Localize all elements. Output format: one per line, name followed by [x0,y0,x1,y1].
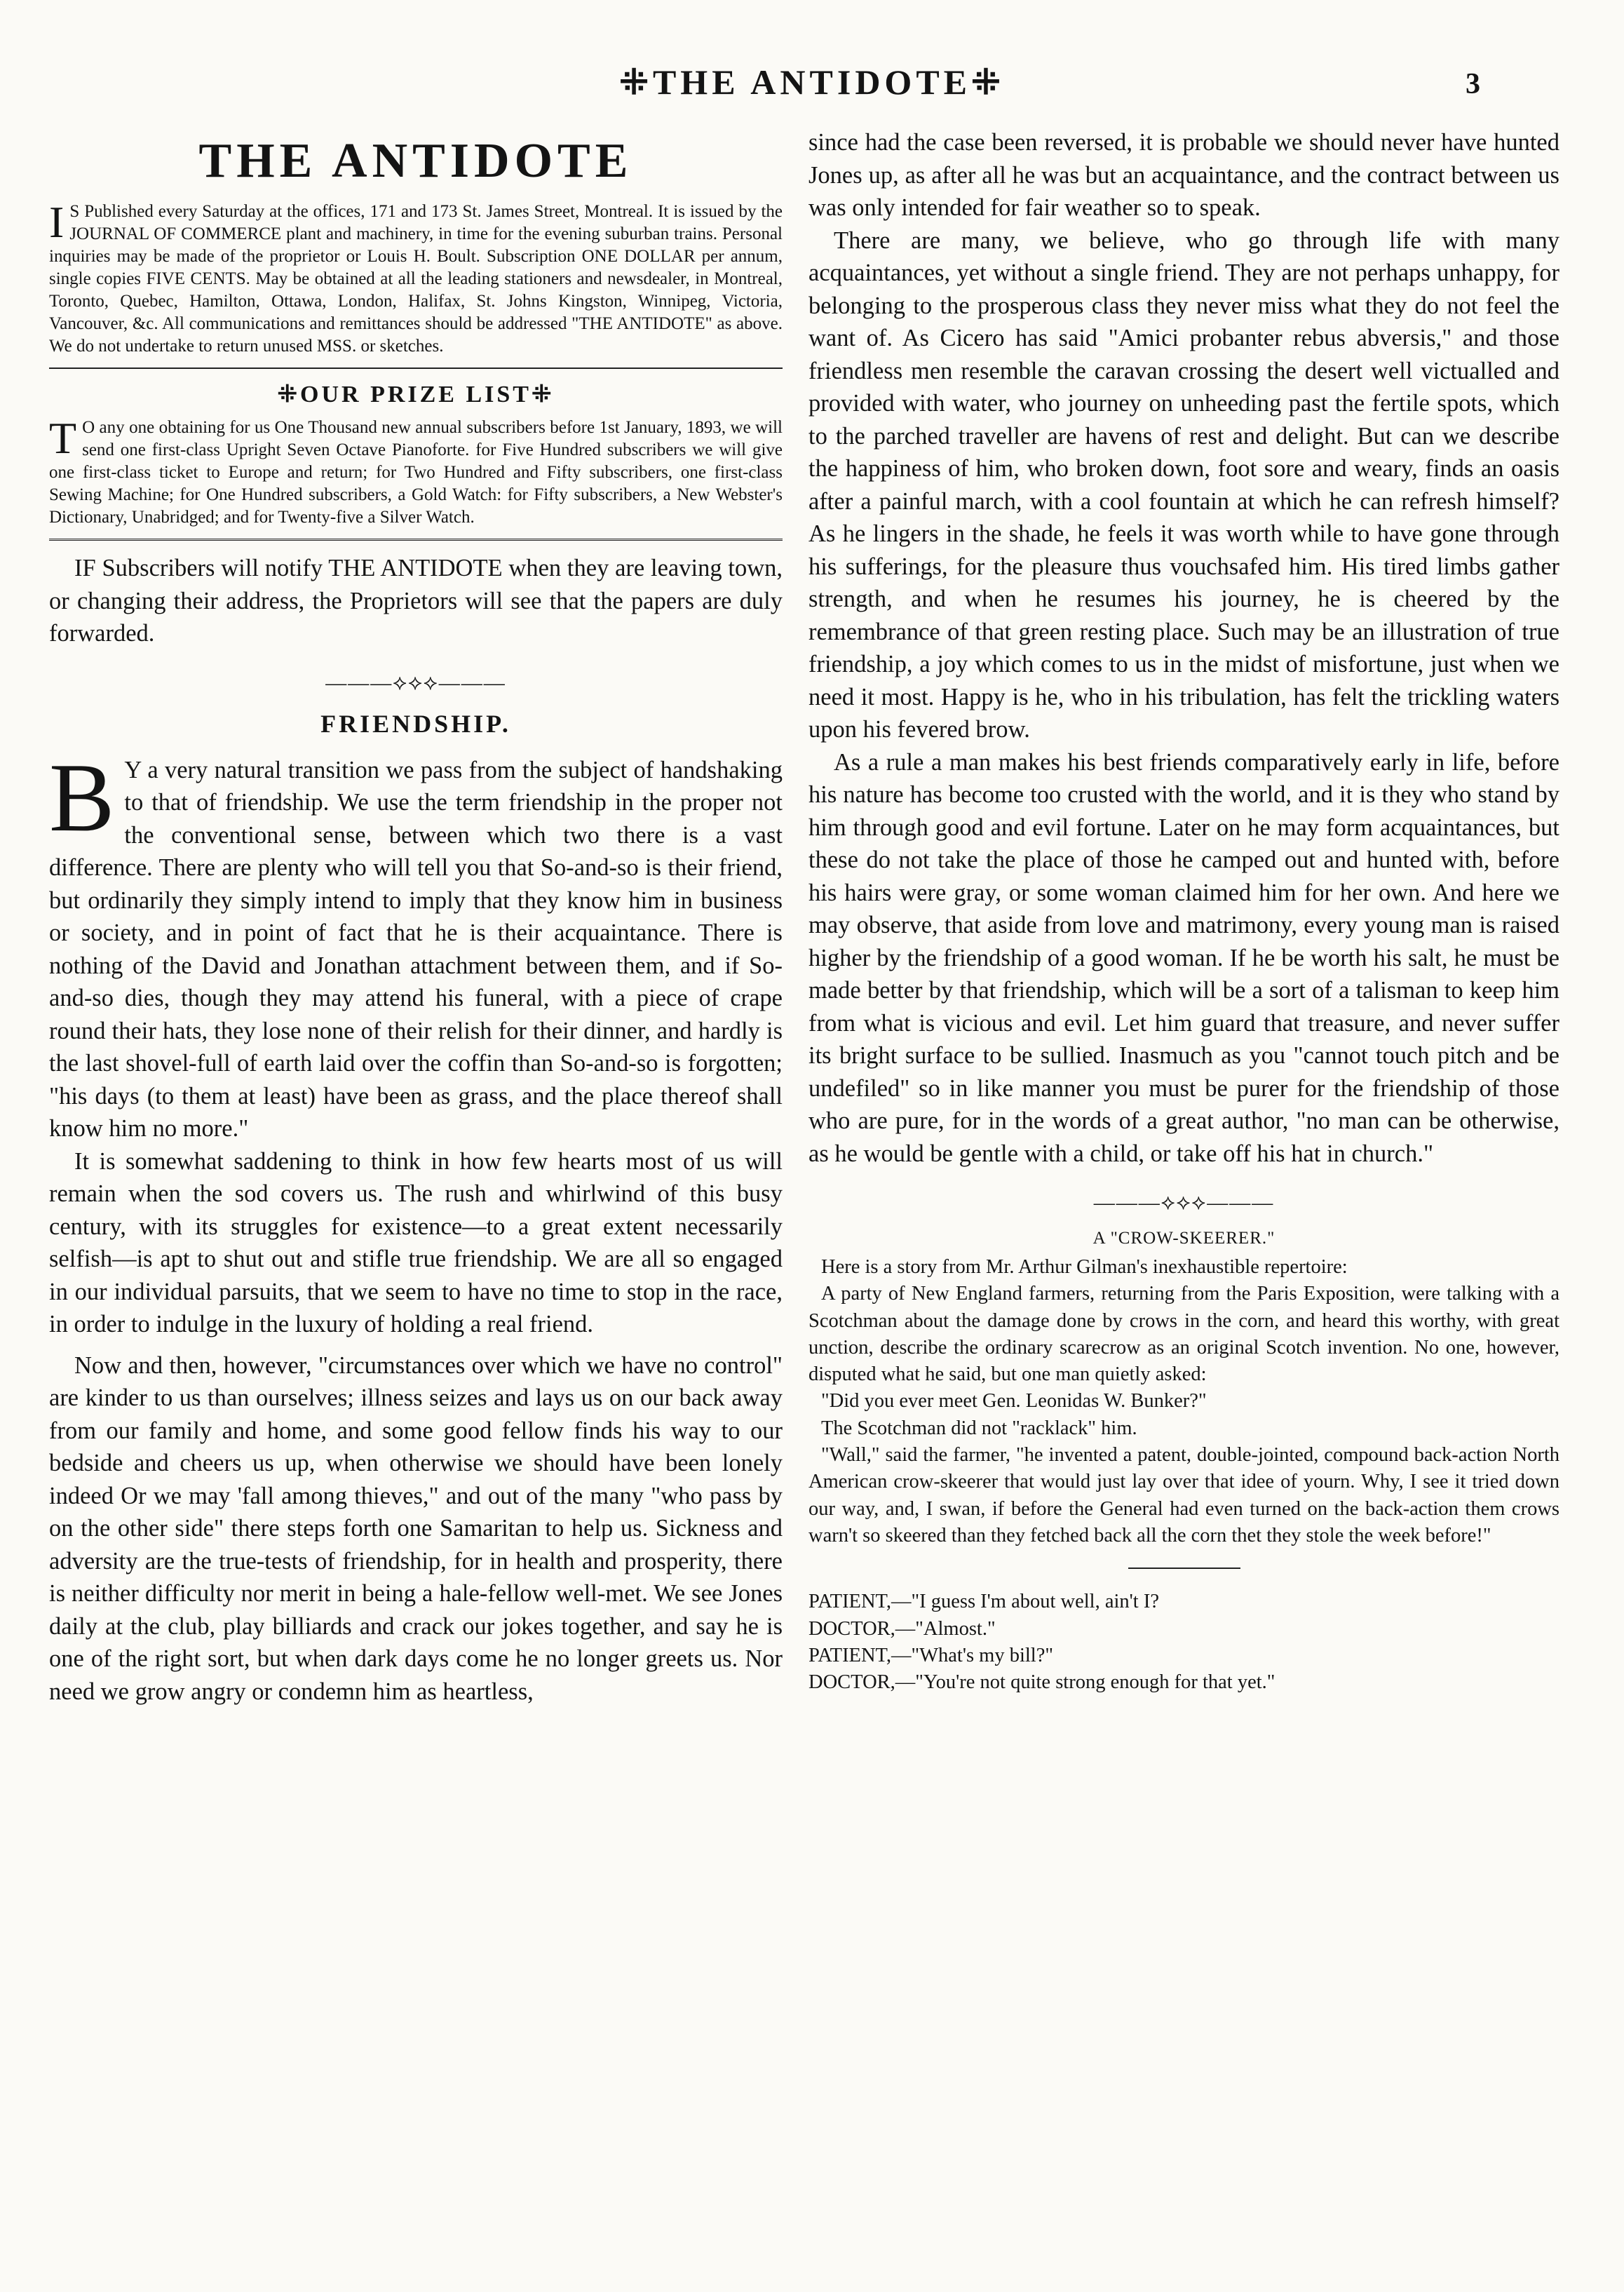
article-title: FRIENDSHIP. [320,709,511,738]
article-paragraph: since had the case been reversed, it is probable we should never have hunted Jones up, as after all he was but an acquaintance, and the contract between us was only intended for fair weather so to speak. [808,129,1559,221]
left-column [49,126,783,1708]
prize-dropcap: T [49,413,77,463]
dialogue-line: DOCTOR,—"Almost." [808,1617,996,1640]
story-title: A "CROW-SKEERER." [1092,1229,1275,1248]
publication-notice [49,197,783,358]
right-column [808,126,1559,1696]
story-paragraph: A party of New England farmers, returning from the Paris Exposition, were talking with a Scotchman about the damage done by crows in the corn, and heard this worthy, with great unction, describe the ordinary scarecrow as an original Scotch invention. No one, however, disputed what he said, but one man quietly asked: [808,1283,1559,1386]
crow-skeerer-story [808,1229,1559,1549]
story-paragraph: "Wall," said the farmer, "he invented a patent, double-jointed, compound back-action North American crow-skeerer that would just lay over that idee of yourn. Why, I see it tried down our way, and, I swan, if before the General had even turned on the back-action them crows warn't so skeered than they fetched back all the corn thet they stole the week before!" [808,1444,1559,1546]
article-paragraph: There are many, we believe, who go through life with many acquaintances, yet without a single friend. They are not perhaps unhappy, for belonging to the prosperous class they never miss what they do not feel the want of. As Cicero has said "Amici probanter rebus abversis," and those friendless men resemble the caravan crossing the desert well victualled and provided with water, who journey on unheeding past the fertile spots, which to the parched traveller are havens of rest and delight. But can we describe the happiness of him, who broken down, foot sore and weary, finds an oasis after a painful march, with a cool fountain at which he can refresh himself? As he lingers in the shade, he feels it was worth while to have gone through his sufferings, for the pleasure thus vouchsafed him. His tired limbs gather strength, and when he resumes his journey, he is cheered by the remembrance of that green resting place. Such may be an illustration of true friendship, a joy which comes to us in the midst of misfortune, just when we need it most. Happy is he, who in his tribulation, has felt the trickling waters upon his fevered brow. [808,227,1559,743]
page-number: 3 [1466,68,1480,100]
article-paragraph [49,743,783,1145]
running-head: ⁜THE ANTIDOTE⁜ [619,62,1005,102]
article-dropcap: B [49,743,115,852]
article-paragraph: It is somewhat saddening to think in how few hearts most of us will remain when the sod covers us. The rush and whirlwind of this busy century, with its struggles for existence—to a great extent necessarily selfish—is apt to shut out and stifle true friendship. We are all so engaged in our individual parsuits, that we seem to have no time to stop in the race, in order to indulge in the luxury of holding a real friend. [49,1147,783,1337]
divider-rule [49,368,783,369]
patient-doctor-joke [808,1589,1559,1696]
ornament-divider: ———⟡⟡⟡——— [325,670,506,694]
story-paragraph: Here is a story from Mr. Arthur Gilman's inexhaustible repertoire: [821,1256,1348,1278]
short-rule [1128,1568,1240,1569]
ornament-divider: ———⟡⟡⟡——— [1093,1191,1275,1214]
story-paragraph: "Did you ever meet Gen. Leonidas W. Bunker?" [821,1390,1207,1413]
divider-double-rule [49,539,783,542]
dialogue-line: PATIENT,—"What's my bill?" [808,1644,1053,1666]
article-paragraph-text: Y a very natural transition we pass from the subject of handshaking to that of friendship. We use the term friendship in the proper not the conventional sense, between which two there is a vast difference. There are plenty who will tell you that So-and-so is their friend, but ordinarily they simply intend to imply that they know him in business or society, and in point of fact that he is their acquaintance. There is nothing of the David and Jonathan attachment between them, and if So-and-so dies, though they may attend his funeral, with a piece of crape round their hats, they lose none of their relish for their dinner, and hardly is the last shovel-full of earth laid over the coffin than So-and-so is forgotten; "his days (to them at least) have been as grass, and the place thereof shall know him no more." [49,756,783,1142]
masthead-title: THE ANTIDOTE [198,134,633,188]
subscriber-notice: IF Subscribers will notify THE ANTIDOTE when they are leaving town, or changing their address, the Proprietors will see that the papers are duly forwarded. [49,555,783,647]
dialogue-line: PATIENT,—"I guess I'm about well, ain't I? [808,1591,1159,1613]
prize-text: O any one obtaining for us One Thousand new annual subscribers before 1st January, 1893, we will send one first-class Upright Seven Octave Pianoforte. for Five Hundred subscribers we will give one first-class ticket to Europe and return; for Two Hundred and Fifty subscribers, one first-class Sewing Machine; for One Hundred subscribers, a Gold Watch: for Fifty subscribers, a New Webster's Dictionary, Unabridged; and for Twenty-five a Silver Watch. [49,418,783,527]
notice-dropcap: I [49,197,65,247]
article-paragraph: As a rule a man makes his best friends comparatively early in life, before his nature has become too crusted with the world, and it is they who stand by him through good and evil fortune. Later on he may form acquaintances, but these do not take the place of those he camped out and hunted with, before his hairs were gray, or some woman claimed him for her own. And here we may observe, that aside from love and matrimony, every young man is raised higher by the friendship of a good woman. If he be worth his salt, he must be made better by that friendship, which will be a sort of a talisman to keep him from what is vicious and evil. Let him guard that treasure, and never suffer its bright surface to be sullied. Inasmuch as you "cannot touch pitch and be undefiled" so in like manner you must be purer for the friendship of those who are pure, for in the words of a great author, "no man can be otherwise, as he would be gentle with a child, or take off his hat in church." [808,748,1559,1167]
prize-list-body [49,413,783,529]
dialogue-line: DOCTOR,—"You're not quite strong enough for that yet." [808,1671,1275,1694]
prize-list-heading: ⁜OUR PRIZE LIST⁜ [277,382,555,407]
story-paragraph: The Scotchman did not "racklack" him. [821,1417,1137,1439]
article-paragraph: Now and then, however, "circumstances over which we have no control" are kinder to us than ourselves; illness seizes and lays us on our back away from our family and home, and some good fellow finds his way to our bedside and cheers us up, when otherwise we should have been lonely indeed Or we may 'fall among thieves," and out of the many "who pass by on the other side" there steps forth one Samaritan to help us. Sickness and adversity are the true-tests of friendship, for in health and prosperity, there is neither difficulty nor merit in being a hale-fellow well-met. We see Jones daily at the club, play billiards and crack our jokes together, and say he is one of the right sort, but when dark days come he no longer greets us. Nor need we grow angry or condemn him as heartless, [49,1351,783,1705]
notice-body: S Published every Saturday at the offices, 171 and 173 St. James Street, Montreal. It is issued by the JOURNAL OF COMMERCE plant and machinery, in time for the evening suburban trains. Personal inquiries may be made of the proprietor or Louis H. Boult. Subscription ONE DOLLAR per annum, single copies FIVE CENTS. May be obtained at all the leading stationers and newsdealer, in Montreal, Toronto, Quebec, Hamilton, Ottawa, London, Halifax, St. Johns Kingston, Winnipeg, Victoria, Vancouver, &c. All communications and remittances should be addressed "THE ANTIDOTE" as above. We do not undertake to return unused MSS. or sketches. [49,202,783,356]
